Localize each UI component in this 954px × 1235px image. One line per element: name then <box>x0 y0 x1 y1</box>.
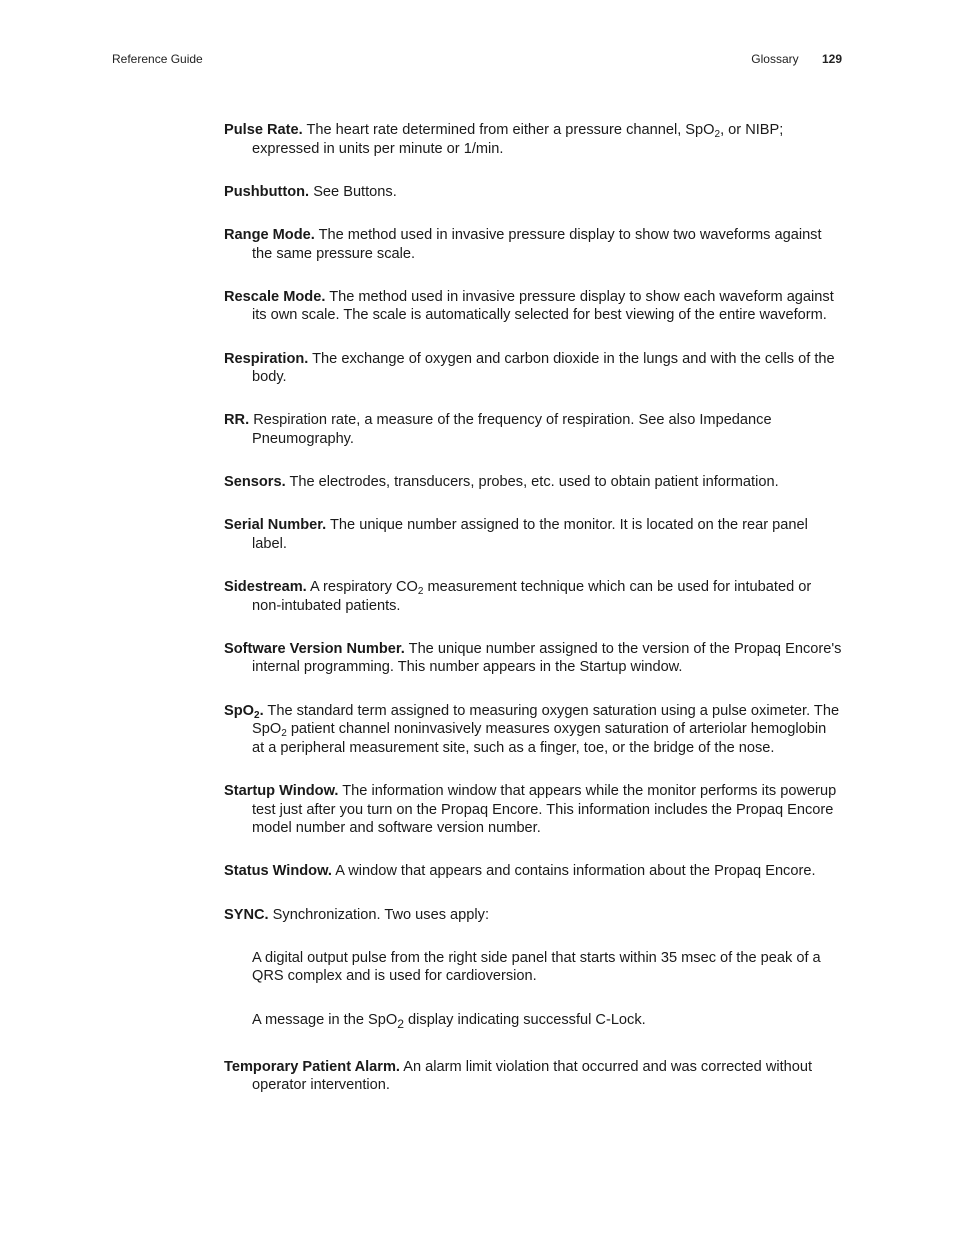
glossary-term: RR. <box>224 412 250 429</box>
subscript: 2 <box>281 728 287 740</box>
glossary-list <box>224 121 842 1119</box>
glossary-entry-sensors <box>224 473 842 492</box>
glossary-entry-respiration <box>224 350 842 387</box>
glossary-entry-software-version-number <box>224 640 842 677</box>
glossary-term: Sensors. <box>224 474 286 491</box>
subscript: 2 <box>397 1016 404 1031</box>
glossary-definition: Respiration rate, a measure of the frequency of respiration. See also Impedance Pneumography. <box>252 412 772 447</box>
glossary-term: Status Window. <box>224 863 332 880</box>
subscript: 2 <box>417 586 424 598</box>
glossary-term <box>224 703 264 719</box>
glossary-term: Respiration. <box>224 350 309 367</box>
glossary-definition <box>252 122 783 157</box>
glossary-definition <box>252 703 839 756</box>
glossary-definition: The unique number assigned to the version of the Propaq Encore's internal programming. This number appears in the Startup window. <box>252 640 842 676</box>
definition-text: measurement technique which can be used for intubated or non-intubated patients. <box>252 579 812 614</box>
glossary-definition: The method used in invasive pressure display to show each waveform against its own scale. The scale is automatically selected for best viewing of the entire waveform. <box>252 288 834 324</box>
glossary-term: Software Version Number. <box>224 640 405 657</box>
glossary-term: SYNC. <box>224 906 269 923</box>
definition-text: The heart rate determined from either a pressure channel, SpO <box>306 122 715 138</box>
glossary-entry-rescale-mode <box>224 288 842 325</box>
glossary-definition: The unique number assigned to the monitor. It is located on the rear panel label. <box>252 517 808 552</box>
glossary-term: Serial Number. <box>224 517 327 534</box>
glossary-entry-temporary-patient-alarm <box>224 1058 842 1095</box>
term-text: SpO <box>224 702 254 719</box>
glossary-term: Pushbutton. <box>224 183 310 200</box>
glossary-entry-pulse-rate <box>224 121 842 158</box>
glossary-definition: Synchronization. Two uses apply: <box>272 906 489 923</box>
document-title: Reference Guide <box>112 52 203 66</box>
glossary-term: Sidestream. <box>224 579 307 596</box>
glossary-definition: The exchange of oxygen and carbon dioxide in the lungs and with the cells of the body. <box>252 350 835 386</box>
glossary-definition: The information window that appears while the monitor performs its powerup test just after you turn on the Propaq Encore. This information includes the Propaq Encore model number and software version number. <box>252 783 837 837</box>
definition-text: A message in the SpO <box>252 1011 398 1028</box>
sync-use-2 <box>224 1011 842 1034</box>
subscript: 2 <box>254 709 260 721</box>
glossary-entry-serial-number <box>224 516 842 553</box>
glossary-entry-spo2 <box>224 702 842 758</box>
definition-text: A respiratory CO <box>310 579 418 596</box>
glossary-definition: See Buttons. <box>313 183 397 200</box>
glossary-definition: A window that appears and contains information about the Propaq Encore. <box>335 863 816 880</box>
glossary-entry-rr <box>224 411 842 448</box>
glossary-term: Temporary Patient Alarm. <box>224 1058 400 1075</box>
glossary-definition: The electrodes, transducers, probes, etc. used to obtain patient information. <box>289 474 779 491</box>
sync-use-1: A digital output pulse from the right side panel that starts within 35 msec of the peak of a QRS complex and is used for cardioversion. <box>252 949 821 985</box>
page-header <box>112 52 842 72</box>
glossary-term: Pulse Rate. <box>224 122 303 138</box>
glossary-definition: The method used in invasive pressure display to show two waveforms against the same pressure scale. <box>252 226 822 262</box>
definition-text: The standard term assigned to measuring oxygen saturation using a pulse oximeter. The SpO <box>252 702 840 738</box>
definition-text: display indicating successful C-Lock. <box>403 1011 646 1028</box>
glossary-entry-startup-window <box>224 782 842 838</box>
page-number: 129 <box>821 52 842 66</box>
header-right <box>751 52 842 66</box>
glossary-entry-sidestream <box>224 578 842 615</box>
section-title: Glossary <box>751 52 799 66</box>
glossary-entry-sync <box>224 906 842 925</box>
subscript: 2 <box>714 129 721 140</box>
glossary-term: Range Mode. <box>224 226 315 243</box>
term-text: . <box>259 702 264 719</box>
glossary-term: Startup Window. <box>224 783 339 799</box>
glossary-definition: An alarm limit violation that occurred and was corrected without operator intervention. <box>252 1058 813 1094</box>
glossary-entry-range-mode <box>224 226 842 263</box>
glossary-term: Rescale Mode. <box>224 288 326 305</box>
glossary-definition <box>252 579 811 614</box>
glossary-entry-pushbutton <box>224 183 842 202</box>
glossary-entry-status-window <box>224 862 842 881</box>
definition-text: , or NIBP; expressed in units per minute or 1/min. <box>252 122 784 157</box>
definition-text: patient channel noninvasively measures oxygen saturation of arteriolar hemoglobin at a peripheral measurement site, such as a finger, toe, or the bridge of the nose. <box>252 721 827 756</box>
